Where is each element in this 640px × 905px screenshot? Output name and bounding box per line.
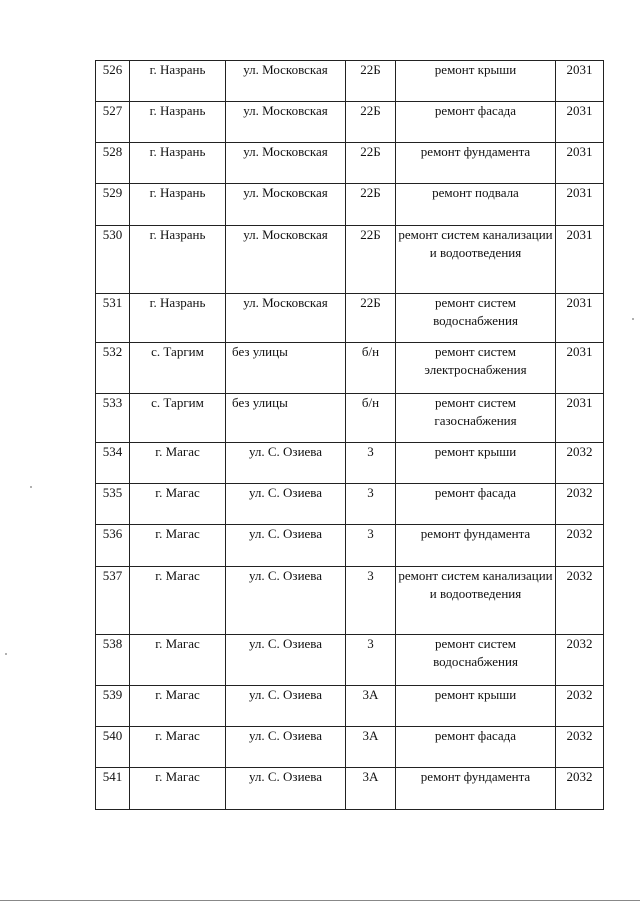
scan-edge-line — [0, 900, 640, 901]
settlement-cell: г. Назрань — [130, 294, 226, 343]
house-number-cell: 22Б — [346, 294, 396, 343]
house-number-cell: 22Б — [346, 102, 396, 143]
table-body — [96, 61, 604, 810]
row-number: 528 — [96, 143, 130, 184]
work-type-cell: ремонт крыши — [396, 443, 556, 484]
row-number: 540 — [96, 727, 130, 768]
year-cell: 2032 — [556, 525, 604, 567]
house-number-cell: 3А — [346, 686, 396, 727]
work-type-cell: ремонт систем водоснабжения — [396, 635, 556, 686]
table-row — [96, 394, 604, 443]
row-number: 526 — [96, 61, 130, 102]
table-row — [96, 567, 604, 635]
scan-speck — [30, 486, 32, 488]
year-cell: 2031 — [556, 61, 604, 102]
street-cell: без улицы — [226, 343, 346, 394]
work-type-cell: ремонт фундамента — [396, 768, 556, 810]
table-row — [96, 635, 604, 686]
settlement-cell: с. Таргим — [130, 343, 226, 394]
house-number-cell: б/н — [346, 394, 396, 443]
settlement-cell: г. Назрань — [130, 226, 226, 294]
year-cell: 2031 — [556, 102, 604, 143]
year-cell: 2032 — [556, 727, 604, 768]
street-cell: ул. Московская — [226, 143, 346, 184]
row-number: 534 — [96, 443, 130, 484]
row-number: 541 — [96, 768, 130, 810]
settlement-cell: г. Магас — [130, 443, 226, 484]
street-cell: ул. С. Озиева — [226, 686, 346, 727]
row-number: 535 — [96, 484, 130, 525]
work-type-cell: ремонт фундамента — [396, 143, 556, 184]
table-row — [96, 226, 604, 294]
house-number-cell: 3А — [346, 727, 396, 768]
table-row — [96, 686, 604, 727]
street-cell: ул. Московская — [226, 61, 346, 102]
year-cell: 2032 — [556, 443, 604, 484]
row-number: 527 — [96, 102, 130, 143]
year-cell: 2031 — [556, 394, 604, 443]
settlement-cell: г. Магас — [130, 686, 226, 727]
row-number: 531 — [96, 294, 130, 343]
street-cell: ул. С. Озиева — [226, 727, 346, 768]
year-cell: 2031 — [556, 226, 604, 294]
settlement-cell: г. Назрань — [130, 102, 226, 143]
work-type-cell: ремонт крыши — [396, 61, 556, 102]
street-cell: ул. Московская — [226, 102, 346, 143]
work-type-cell: ремонт систем водоснабжения — [396, 294, 556, 343]
repair-schedule-table — [95, 60, 604, 810]
settlement-cell: г. Магас — [130, 768, 226, 810]
scan-speck — [632, 318, 634, 320]
house-number-cell: 3А — [346, 768, 396, 810]
work-type-cell: ремонт фасада — [396, 484, 556, 525]
work-type-cell: ремонт фасада — [396, 727, 556, 768]
table-row — [96, 525, 604, 567]
work-type-cell: ремонт систем канализации и водоотведения — [396, 226, 556, 294]
work-type-cell: ремонт подвала — [396, 184, 556, 226]
settlement-cell: г. Магас — [130, 635, 226, 686]
house-number-cell: 3 — [346, 567, 396, 635]
table-row — [96, 768, 604, 810]
year-cell: 2032 — [556, 635, 604, 686]
year-cell: 2031 — [556, 343, 604, 394]
work-type-cell: ремонт систем газоснабжения — [396, 394, 556, 443]
settlement-cell: г. Магас — [130, 525, 226, 567]
house-number-cell: 22Б — [346, 226, 396, 294]
work-type-cell: ремонт систем канализации и водоотведения — [396, 567, 556, 635]
work-type-cell: ремонт фасада — [396, 102, 556, 143]
settlement-cell: с. Таргим — [130, 394, 226, 443]
table-row — [96, 343, 604, 394]
row-number: 537 — [96, 567, 130, 635]
street-cell: ул. Московская — [226, 184, 346, 226]
table-row — [96, 61, 604, 102]
house-number-cell: 3 — [346, 443, 396, 484]
row-number: 529 — [96, 184, 130, 226]
work-type-cell: ремонт крыши — [396, 686, 556, 727]
house-number-cell: 3 — [346, 484, 396, 525]
house-number-cell: б/н — [346, 343, 396, 394]
year-cell: 2032 — [556, 768, 604, 810]
street-cell: ул. С. Озиева — [226, 768, 346, 810]
settlement-cell: г. Магас — [130, 484, 226, 525]
table-row — [96, 184, 604, 226]
street-cell: ул. Московская — [226, 226, 346, 294]
row-number: 533 — [96, 394, 130, 443]
street-cell: без улицы — [226, 394, 346, 443]
street-cell: ул. С. Озиева — [226, 635, 346, 686]
year-cell: 2031 — [556, 143, 604, 184]
house-number-cell: 22Б — [346, 184, 396, 226]
year-cell: 2032 — [556, 567, 604, 635]
settlement-cell: г. Назрань — [130, 143, 226, 184]
row-number: 536 — [96, 525, 130, 567]
street-cell: ул. С. Озиева — [226, 484, 346, 525]
house-number-cell: 22Б — [346, 143, 396, 184]
year-cell: 2031 — [556, 184, 604, 226]
row-number: 532 — [96, 343, 130, 394]
table-row — [96, 484, 604, 525]
work-type-cell: ремонт фундамента — [396, 525, 556, 567]
settlement-cell: г. Магас — [130, 567, 226, 635]
street-cell: ул. С. Озиева — [226, 443, 346, 484]
year-cell: 2031 — [556, 294, 604, 343]
row-number: 530 — [96, 226, 130, 294]
year-cell: 2032 — [556, 484, 604, 525]
work-type-cell: ремонт систем электроснабжения — [396, 343, 556, 394]
settlement-cell: г. Назрань — [130, 184, 226, 226]
table-row — [96, 143, 604, 184]
settlement-cell: г. Магас — [130, 727, 226, 768]
table-row — [96, 102, 604, 143]
settlement-cell: г. Назрань — [130, 61, 226, 102]
house-number-cell: 3 — [346, 525, 396, 567]
table-row — [96, 727, 604, 768]
house-number-cell: 3 — [346, 635, 396, 686]
street-cell: ул. С. Озиева — [226, 567, 346, 635]
row-number: 539 — [96, 686, 130, 727]
table-row — [96, 294, 604, 343]
row-number: 538 — [96, 635, 130, 686]
scan-speck — [5, 653, 7, 655]
year-cell: 2032 — [556, 686, 604, 727]
house-number-cell: 22Б — [346, 61, 396, 102]
street-cell: ул. С. Озиева — [226, 525, 346, 567]
table-row — [96, 443, 604, 484]
street-cell: ул. Московская — [226, 294, 346, 343]
